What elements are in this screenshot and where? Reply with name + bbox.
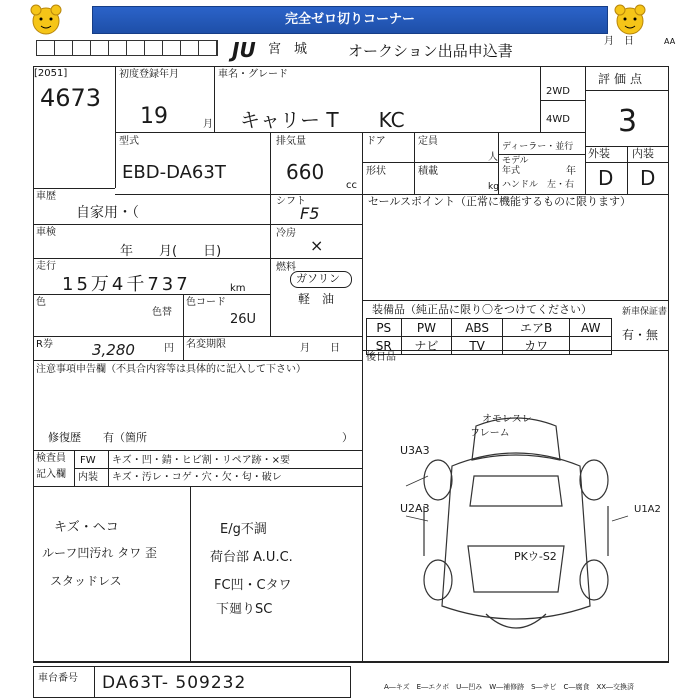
- rating-label: 評価点: [598, 72, 647, 86]
- equipment-aw: AW: [570, 319, 612, 337]
- divider: [33, 224, 362, 225]
- model-label: 型式: [119, 136, 139, 147]
- warranty-value: 有・無: [622, 328, 659, 342]
- mileage-value: 15万4千737: [62, 274, 191, 295]
- divider: [362, 350, 669, 351]
- name-change-value: 月 日: [300, 343, 340, 354]
- divider: [190, 486, 191, 662]
- lot-code: [2051]: [34, 68, 68, 79]
- divider: [362, 162, 498, 163]
- equipment-ps: PS: [367, 319, 402, 337]
- model-year-label-1: モデル: [502, 156, 529, 166]
- handwritten-right-4: 下廻りSC: [216, 602, 273, 617]
- registration-month-unit: 月: [203, 119, 213, 130]
- divider: [183, 294, 184, 336]
- divider: [214, 66, 215, 132]
- divider: [74, 468, 362, 469]
- color-code-label: 色コード: [186, 297, 226, 308]
- notes-repair: 修復歴 有（箇所: [48, 431, 147, 444]
- load-label: 積載: [418, 166, 438, 177]
- interior-value: D: [640, 166, 656, 190]
- door-label: ドア: [366, 136, 386, 147]
- model-year-unit: 年: [566, 166, 576, 177]
- registration-year: 19: [140, 104, 168, 129]
- capacity-label: 定員: [418, 136, 438, 147]
- shift-value: F5: [300, 204, 320, 223]
- divider: [362, 300, 669, 301]
- history-value: 自家用・（: [76, 205, 139, 221]
- exterior-label: 外装: [588, 147, 610, 160]
- divider: [498, 154, 585, 155]
- divider: [540, 66, 541, 132]
- divider: [270, 194, 271, 336]
- drive-2wd: 2WD: [546, 86, 570, 97]
- divider: [540, 100, 585, 101]
- equipment-navi: ナビ: [401, 337, 452, 355]
- equipment-tv: TV: [452, 337, 503, 355]
- divider: [585, 90, 669, 91]
- equipment-label: 装備品（純正品に限り〇をつけてください）: [372, 303, 592, 316]
- inspector-fw: FW: [80, 455, 96, 466]
- notes-repair-close: ）: [342, 431, 353, 444]
- inspector-label: 検査員: [36, 453, 66, 464]
- divider: [33, 336, 362, 337]
- divider: [33, 450, 362, 451]
- chassis-label: 車台番号: [38, 673, 78, 684]
- displacement-unit: cc: [346, 180, 357, 191]
- equipment-pw: PW: [401, 319, 452, 337]
- dealer-label: ディーラー・並行: [502, 142, 574, 152]
- diagram-mark-u1a2: U1A2: [634, 504, 661, 515]
- inspection-label: 車検: [36, 227, 56, 238]
- recycle-label: R券: [36, 339, 53, 350]
- mileage-unit: km: [230, 283, 246, 294]
- rating-value: 3: [618, 104, 638, 139]
- inspector-entry: 記入欄: [36, 469, 66, 480]
- divider: [33, 360, 362, 361]
- divider: [33, 294, 270, 295]
- lot-number: 4673: [40, 84, 102, 112]
- chassis-value: DA63T- 509232: [102, 673, 247, 693]
- drive-4wd: 4WD: [546, 114, 570, 125]
- car-name-label: 車名・グレード: [218, 69, 288, 80]
- header-org: 宮 城: [268, 42, 308, 57]
- recycle-unit: 円: [164, 343, 174, 354]
- color-label: 色: [36, 297, 46, 308]
- after-date-label: 後日品: [366, 352, 396, 363]
- cooling-label: 冷房: [276, 228, 296, 239]
- equipment-airbag: エアB: [502, 319, 570, 337]
- damage-legend: A―キズ E―エクボ U―凹み W―補修跡 S―サビ C―腐食 XX―交換済: [384, 683, 635, 691]
- divider: [33, 188, 115, 189]
- recycle-value: 3,280: [92, 341, 135, 359]
- shift-label: シフト: [276, 196, 306, 207]
- divider: [362, 194, 363, 306]
- sales-point-label: セールスポイント（正常に機能するものに限ります）: [368, 195, 632, 208]
- diagram-mark-u2a3: U2A3: [400, 502, 430, 515]
- inspector-in: 内装: [78, 472, 98, 483]
- header-logo: JU: [232, 38, 256, 62]
- divider: [33, 486, 362, 487]
- equipment-sr: SR: [367, 337, 402, 355]
- registration-label: 初度登録年月: [119, 69, 179, 80]
- notes-label: 注意事項申告欄（不具合内容等は具体的に記入して下さい）: [36, 364, 306, 375]
- handwritten-left-2: ルーフ凹汚れ タワ 歪: [42, 546, 158, 560]
- handle-label: ハンドル 左・右: [502, 180, 575, 190]
- divider: [270, 132, 271, 194]
- diagram-mark-u3a3: U3A3: [400, 444, 430, 457]
- inspection-value: 年 月( 日): [120, 244, 222, 259]
- history-label: 車歴: [36, 191, 56, 202]
- entry-number-boxes: [36, 40, 218, 56]
- interior-label: 内装: [632, 147, 654, 160]
- car-damage-diagram: [366, 396, 666, 652]
- inspector-in-items: キズ・汚レ・コゲ・穴・欠・匂・破レ: [112, 472, 282, 483]
- handwritten-left-1: キズ・ヘコ: [54, 520, 119, 535]
- equipment-abs: ABS: [452, 319, 503, 337]
- handwritten-left-3: スタッドレス: [50, 574, 122, 588]
- header-date: 月 日: [604, 36, 634, 47]
- handwritten-right-2: 荷台部 A.U.C.: [210, 550, 293, 565]
- divider: [33, 258, 362, 259]
- displacement-label: 排気量: [276, 136, 306, 147]
- header-aa: AA: [664, 37, 676, 46]
- divider: [362, 300, 363, 662]
- fuel-diesel: 軽 油: [298, 292, 335, 306]
- capacity-unit: 人: [488, 152, 498, 163]
- inspector-fw-items: キズ・凹・錆・ヒビ割・リペア跡・×要: [112, 455, 290, 466]
- divider: [627, 146, 628, 194]
- equipment-blank: [570, 337, 612, 355]
- car-name-value: キャリー T KC: [240, 108, 405, 132]
- model-year-label-2: 年式: [502, 166, 521, 176]
- color-code-value: 26U: [230, 312, 257, 327]
- divider: [115, 66, 116, 188]
- fuel-value: ガソリン: [296, 272, 340, 285]
- divider: [585, 66, 586, 194]
- divider: [33, 662, 669, 663]
- banner-title: 完全ゼロ切りコーナー: [284, 12, 415, 27]
- mileage-label: 走行: [36, 261, 56, 272]
- cooling-value: ×: [310, 236, 324, 255]
- mascot-right-icon: [612, 3, 648, 39]
- divider: [183, 336, 184, 360]
- title-banner: [92, 6, 608, 34]
- name-change-label: 名変期限: [186, 339, 226, 350]
- form-title: オークション出品申込書: [348, 42, 513, 60]
- handwritten-right-3: FC凹・Cタワ: [214, 578, 292, 593]
- handwritten-right-1: E/g不調: [220, 522, 267, 537]
- divider: [94, 666, 95, 698]
- shape-label: 形状: [366, 166, 386, 177]
- color-replaced-label: 色替: [152, 307, 172, 318]
- diagram-mark-top-1: オモレスレ: [482, 414, 532, 425]
- diagram-mark-top-2: フレーム: [470, 428, 510, 439]
- fuel-label: 燃料: [276, 262, 296, 273]
- divider: [414, 132, 415, 194]
- divider: [362, 132, 363, 194]
- diagram-mark-pk: PKウ-S2: [514, 550, 557, 563]
- equipment-leather: カワ: [502, 337, 570, 355]
- model-value: EBD-DA63T: [122, 162, 226, 183]
- displacement-value: 660: [286, 160, 325, 184]
- exterior-value: D: [598, 166, 614, 190]
- warranty-label: 新車保証書: [622, 307, 668, 317]
- mascot-left-icon: [28, 3, 64, 39]
- load-unit: kg: [488, 182, 499, 192]
- divider: [498, 132, 499, 194]
